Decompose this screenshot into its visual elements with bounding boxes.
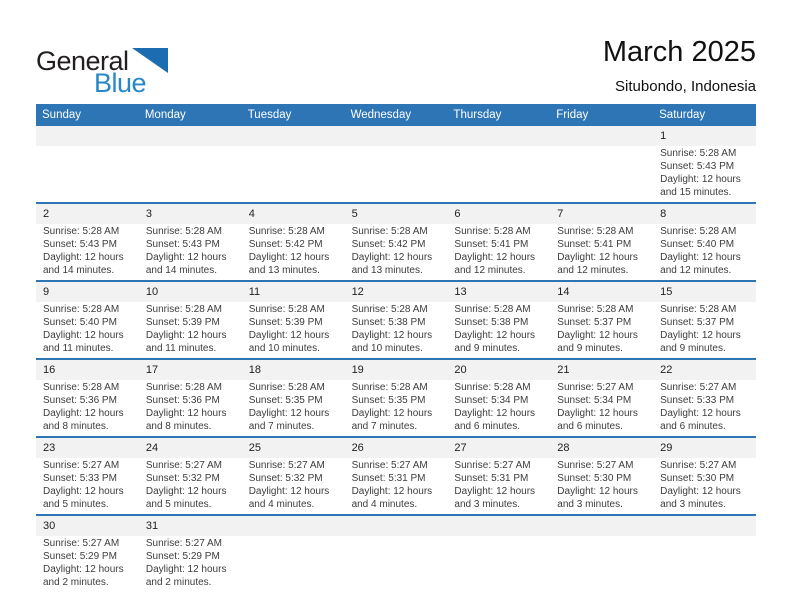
date-cell xyxy=(36,126,139,146)
page-title: March 2025 xyxy=(602,36,756,68)
sunset-text: Sunset: 5:30 PM xyxy=(660,473,735,484)
day-cell xyxy=(345,380,448,436)
daylight-text: Daylight: 12 hours and 14 minutes. xyxy=(43,252,124,276)
date-cell: 24 xyxy=(145,442,159,454)
day-cell xyxy=(550,302,653,358)
daylight-text: Daylight: 12 hours and 9 minutes. xyxy=(557,330,638,354)
day-cell xyxy=(653,224,756,280)
daylight-text: Daylight: 12 hours and 11 minutes. xyxy=(145,330,227,354)
sunrise-text: Sunrise: 5:28 AM xyxy=(557,304,634,315)
week-row xyxy=(36,202,756,280)
date-cell xyxy=(447,126,550,146)
day-cell xyxy=(447,146,550,202)
sunrise-text: Sunrise: 5:28 AM xyxy=(145,382,222,393)
content-row xyxy=(36,146,756,202)
sunset-text: Sunset: 5:31 PM xyxy=(454,473,529,484)
sunset-text: Sunset: 5:29 PM xyxy=(43,551,117,562)
daylight-text: Daylight: 12 hours and 5 minutes. xyxy=(43,486,124,510)
sunrise-text: Sunrise: 5:27 AM xyxy=(248,460,325,471)
date-cell: 23 xyxy=(43,442,56,454)
date-cell: 13 xyxy=(454,286,467,298)
sunrise-text: Sunrise: 5:27 AM xyxy=(557,460,634,471)
sunrise-text: Sunrise: 5:28 AM xyxy=(43,304,120,315)
sunset-text: Sunset: 5:34 PM xyxy=(557,395,632,406)
week-row xyxy=(36,514,756,592)
sunrise-text: Sunrise: 5:28 AM xyxy=(454,382,531,393)
daylight-text: Daylight: 12 hours and 6 minutes. xyxy=(557,408,638,432)
day-cell xyxy=(139,146,242,202)
sunset-text: Sunset: 5:39 PM xyxy=(145,317,220,328)
day-cell xyxy=(345,536,448,592)
date-cell: 21 xyxy=(557,364,570,376)
day-cell xyxy=(447,458,550,514)
sunrise-text: Sunrise: 5:27 AM xyxy=(145,460,222,471)
date-cell: 19 xyxy=(351,364,364,376)
title-block xyxy=(603,36,756,95)
daylight-text: Daylight: 12 hours and 4 minutes. xyxy=(351,486,433,510)
day-cell xyxy=(550,536,653,592)
day-cell xyxy=(242,302,345,358)
content-row xyxy=(36,302,756,358)
sunset-text: Sunset: 5:31 PM xyxy=(351,473,426,484)
date-cell: 4 xyxy=(248,208,255,220)
daylight-text: Daylight: 12 hours and 3 minutes. xyxy=(660,486,741,510)
day-cell xyxy=(139,380,242,436)
date-cell: 17 xyxy=(145,364,159,376)
day-cell xyxy=(653,458,756,514)
sunset-text: Sunset: 5:29 PM xyxy=(145,551,220,562)
sunrise-text: Sunrise: 5:27 AM xyxy=(145,538,222,549)
sunset-text: Sunset: 5:40 PM xyxy=(660,239,735,250)
date-cell xyxy=(653,516,756,536)
sunrise-text: Sunrise: 5:28 AM xyxy=(248,304,325,315)
logo-text-blue: Blue xyxy=(94,68,147,98)
daylight-text: Daylight: 12 hours and 6 minutes. xyxy=(454,408,536,432)
day-cell xyxy=(653,302,756,358)
daylight-text: Daylight: 12 hours and 12 minutes. xyxy=(660,252,741,276)
day-cell xyxy=(36,224,139,280)
sunrise-text: Sunrise: 5:28 AM xyxy=(454,304,531,315)
date-cell xyxy=(139,126,242,146)
day-cell xyxy=(447,536,550,592)
weeks-container xyxy=(36,126,756,592)
daylight-text: Daylight: 12 hours and 8 minutes. xyxy=(145,408,227,432)
date-cell: 25 xyxy=(248,442,261,454)
sunset-text: Sunset: 5:43 PM xyxy=(43,239,117,250)
date-cell: 9 xyxy=(43,286,50,298)
sunrise-text: Sunrise: 5:28 AM xyxy=(557,226,634,237)
day-cell xyxy=(139,224,242,280)
sunset-text: Sunset: 5:43 PM xyxy=(145,239,220,250)
sunrise-text: Sunrise: 5:27 AM xyxy=(660,460,737,471)
sunset-text: Sunset: 5:38 PM xyxy=(454,317,529,328)
day-cell xyxy=(36,146,139,202)
day-cell xyxy=(36,302,139,358)
day-cell xyxy=(345,458,448,514)
daylight-text: Daylight: 12 hours and 3 minutes. xyxy=(454,486,536,510)
sunset-text: Sunset: 5:33 PM xyxy=(43,473,117,484)
sunset-text: Sunset: 5:39 PM xyxy=(248,317,323,328)
daylight-text: Daylight: 12 hours and 14 minutes. xyxy=(145,252,227,276)
day-cell xyxy=(36,458,139,514)
sunset-text: Sunset: 5:43 PM xyxy=(660,161,735,172)
date-cell: 18 xyxy=(248,364,261,376)
daylight-text: Daylight: 12 hours and 13 minutes. xyxy=(248,252,330,276)
sunrise-text: Sunrise: 5:27 AM xyxy=(43,460,120,471)
date-cell xyxy=(550,516,653,536)
daylight-text: Daylight: 12 hours and 12 minutes. xyxy=(557,252,638,276)
sunrise-text: Sunrise: 5:28 AM xyxy=(454,226,531,237)
sunrise-text: Sunrise: 5:28 AM xyxy=(43,382,120,393)
date-cell xyxy=(242,126,345,146)
week-row xyxy=(36,126,756,202)
logo-text-general: General xyxy=(36,46,129,76)
daylight-text: Daylight: 12 hours and 2 minutes. xyxy=(145,564,227,588)
sunset-text: Sunset: 5:40 PM xyxy=(43,317,117,328)
date-strip xyxy=(36,360,756,380)
calendar-table xyxy=(36,104,756,592)
date-strip xyxy=(36,126,756,146)
sunrise-text: Sunrise: 5:27 AM xyxy=(454,460,531,471)
daylight-text: Daylight: 12 hours and 10 minutes. xyxy=(248,330,330,354)
daylight-text: Daylight: 12 hours and 4 minutes. xyxy=(248,486,330,510)
day-header-friday: Friday xyxy=(556,109,589,121)
date-cell: 30 xyxy=(43,520,56,532)
sunset-text: Sunset: 5:42 PM xyxy=(351,239,426,250)
sunrise-text: Sunrise: 5:28 AM xyxy=(351,226,428,237)
sunrise-text: Sunrise: 5:28 AM xyxy=(660,148,737,159)
sunrise-text: Sunrise: 5:28 AM xyxy=(43,226,120,237)
date-strip xyxy=(36,282,756,302)
sunset-text: Sunset: 5:41 PM xyxy=(454,239,529,250)
day-cell xyxy=(550,380,653,436)
week-row xyxy=(36,436,756,514)
sunrise-text: Sunrise: 5:28 AM xyxy=(248,226,325,237)
date-cell: 11 xyxy=(248,286,261,298)
day-cell xyxy=(139,302,242,358)
date-cell: 10 xyxy=(145,286,159,298)
daylight-text: Daylight: 12 hours and 6 minutes. xyxy=(660,408,741,432)
day-cell xyxy=(242,224,345,280)
location-subtitle: Situbondo, Indonesia xyxy=(615,78,756,95)
sunrise-text: Sunrise: 5:28 AM xyxy=(351,382,428,393)
date-strip xyxy=(36,438,756,458)
date-cell: 6 xyxy=(454,208,461,220)
day-cell xyxy=(36,536,139,592)
daylight-text: Daylight: 12 hours and 11 minutes. xyxy=(43,330,124,354)
daylight-text: Daylight: 12 hours and 13 minutes. xyxy=(351,252,433,276)
sunset-text: Sunset: 5:36 PM xyxy=(145,395,220,406)
day-cell xyxy=(36,380,139,436)
general-blue-logo xyxy=(36,44,166,98)
sunrise-text: Sunrise: 5:27 AM xyxy=(660,382,737,393)
content-row xyxy=(36,458,756,514)
sunset-text: Sunset: 5:37 PM xyxy=(660,317,735,328)
daylight-text: Daylight: 12 hours and 7 minutes. xyxy=(248,408,330,432)
sunrise-text: Sunrise: 5:27 AM xyxy=(351,460,428,471)
date-cell: 26 xyxy=(351,442,364,454)
week-row xyxy=(36,358,756,436)
day-cell xyxy=(550,146,653,202)
sunrise-text: Sunrise: 5:28 AM xyxy=(660,226,737,237)
content-row xyxy=(36,224,756,280)
daylight-text: Daylight: 12 hours and 8 minutes. xyxy=(43,408,124,432)
day-cell xyxy=(447,380,550,436)
date-strip xyxy=(36,204,756,224)
sunrise-text: Sunrise: 5:28 AM xyxy=(248,382,325,393)
date-cell xyxy=(550,126,653,146)
date-strip xyxy=(36,516,756,536)
day-cell xyxy=(447,224,550,280)
sunrise-text: Sunrise: 5:27 AM xyxy=(557,382,634,393)
date-cell xyxy=(447,516,550,536)
date-cell: 5 xyxy=(351,208,358,220)
date-cell: 28 xyxy=(557,442,570,454)
sunrise-text: Sunrise: 5:28 AM xyxy=(145,304,222,315)
day-cell xyxy=(242,458,345,514)
daylight-text: Daylight: 12 hours and 10 minutes. xyxy=(351,330,433,354)
sunrise-text: Sunrise: 5:28 AM xyxy=(351,304,428,315)
content-row xyxy=(36,380,756,436)
daylight-text: Daylight: 12 hours and 3 minutes. xyxy=(557,486,638,510)
date-cell xyxy=(242,516,345,536)
daylight-text: Daylight: 12 hours and 15 minutes. xyxy=(660,174,741,198)
sunset-text: Sunset: 5:34 PM xyxy=(454,395,529,406)
sunrise-text: Sunrise: 5:28 AM xyxy=(145,226,222,237)
date-cell: 31 xyxy=(145,520,159,532)
daylight-text: Daylight: 12 hours and 5 minutes. xyxy=(145,486,227,510)
day-header-monday: Monday xyxy=(144,109,186,121)
daylight-text: Daylight: 12 hours and 2 minutes. xyxy=(43,564,124,588)
day-header-wednesday: Wednesday xyxy=(350,109,412,121)
day-cell xyxy=(139,458,242,514)
day-header-tuesday: Tuesday xyxy=(247,109,292,121)
date-cell: 1 xyxy=(660,130,667,142)
sunset-text: Sunset: 5:41 PM xyxy=(557,239,632,250)
date-cell: 8 xyxy=(660,208,667,220)
date-cell: 7 xyxy=(557,208,564,220)
content-row xyxy=(36,536,756,592)
day-cell xyxy=(653,536,756,592)
date-cell: 27 xyxy=(454,442,467,454)
date-cell: 29 xyxy=(660,442,673,454)
day-cell xyxy=(653,146,756,202)
date-cell xyxy=(345,516,448,536)
day-header-saturday: Saturday xyxy=(659,109,706,121)
sunset-text: Sunset: 5:35 PM xyxy=(351,395,426,406)
sunset-text: Sunset: 5:30 PM xyxy=(557,473,632,484)
date-cell: 14 xyxy=(557,286,570,298)
day-cell xyxy=(345,146,448,202)
sunset-text: Sunset: 5:32 PM xyxy=(248,473,323,484)
day-cell xyxy=(653,380,756,436)
day-header-sunday: Sunday xyxy=(42,109,82,121)
date-cell: 16 xyxy=(43,364,56,376)
day-cell xyxy=(550,458,653,514)
sunset-text: Sunset: 5:38 PM xyxy=(351,317,426,328)
sunset-text: Sunset: 5:32 PM xyxy=(145,473,220,484)
daylight-text: Daylight: 12 hours and 12 minutes. xyxy=(454,252,536,276)
date-cell xyxy=(345,126,448,146)
daylight-text: Daylight: 12 hours and 9 minutes. xyxy=(660,330,741,354)
day-cell xyxy=(242,380,345,436)
day-cell xyxy=(345,302,448,358)
day-header-thursday: Thursday xyxy=(453,109,502,121)
day-cell xyxy=(550,224,653,280)
day-cell xyxy=(447,302,550,358)
sunset-text: Sunset: 5:33 PM xyxy=(660,395,735,406)
daylight-text: Daylight: 12 hours and 9 minutes. xyxy=(454,330,536,354)
sunrise-text: Sunrise: 5:28 AM xyxy=(660,304,737,315)
date-cell: 22 xyxy=(660,364,673,376)
daylight-text: Daylight: 12 hours and 7 minutes. xyxy=(351,408,433,432)
sunset-text: Sunset: 5:37 PM xyxy=(557,317,632,328)
sunrise-text: Sunrise: 5:27 AM xyxy=(43,538,120,549)
day-cell xyxy=(345,224,448,280)
date-cell: 20 xyxy=(454,364,467,376)
sunset-text: Sunset: 5:42 PM xyxy=(248,239,323,250)
week-row xyxy=(36,280,756,358)
date-cell: 3 xyxy=(145,208,152,220)
sunset-text: Sunset: 5:35 PM xyxy=(248,395,323,406)
day-cell xyxy=(139,536,242,592)
day-header-row xyxy=(36,104,756,126)
day-cell xyxy=(242,536,345,592)
sunset-text: Sunset: 5:36 PM xyxy=(43,395,117,406)
date-cell: 2 xyxy=(43,208,50,220)
day-cell xyxy=(242,146,345,202)
date-cell: 12 xyxy=(351,286,364,298)
date-cell: 15 xyxy=(660,286,673,298)
